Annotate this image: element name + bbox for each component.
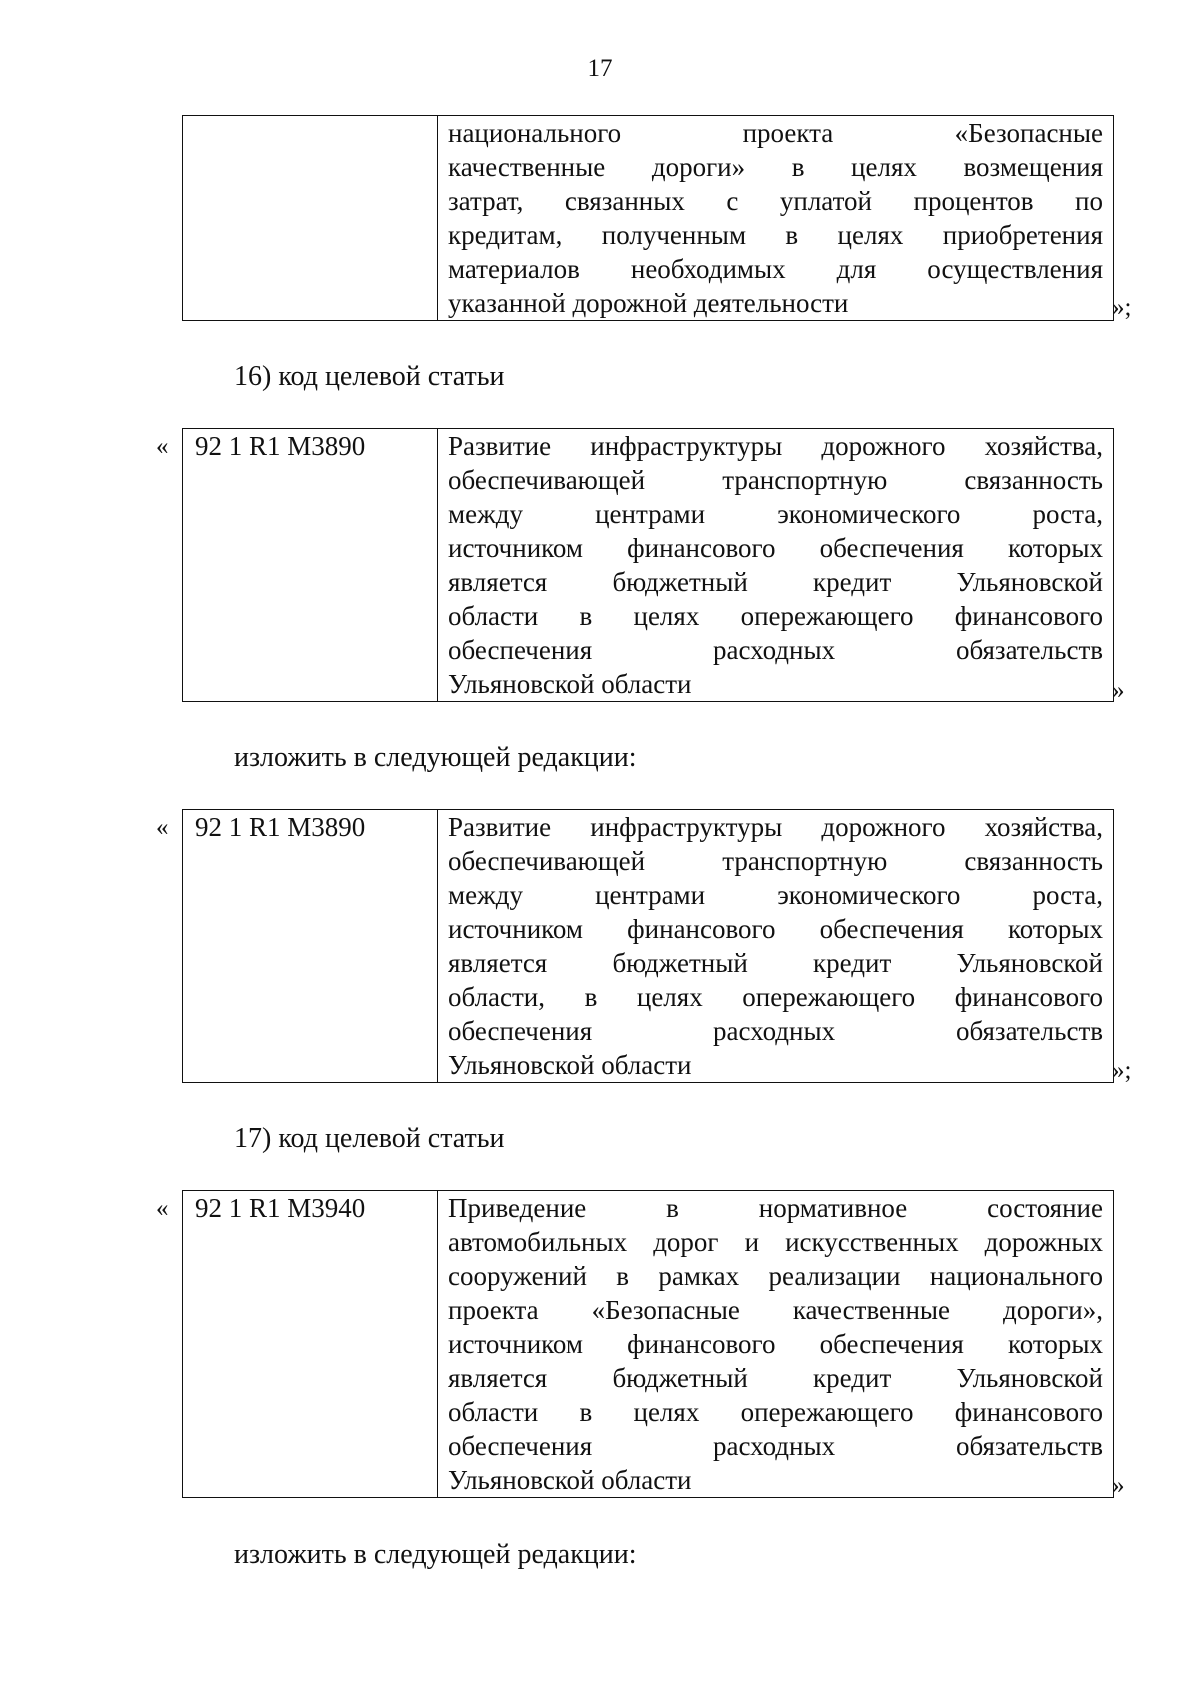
table-row	[183, 810, 1114, 1083]
description-cell	[438, 1191, 1114, 1498]
opening-quote-mark: «	[156, 1195, 169, 1222]
table-row	[183, 116, 1114, 321]
closing-quote-mark: »;	[1112, 294, 1132, 321]
code-cell	[183, 116, 438, 321]
description-line: источником финансового обеспечения которых	[448, 1329, 1103, 1359]
edit-instruction: изложить в следующей редакции:	[234, 742, 637, 773]
table-row	[183, 1191, 1114, 1498]
description-line: источником финансового обеспечения которых	[448, 914, 1103, 944]
description-line: указанной дорожной деятельности	[448, 288, 849, 318]
description-cell	[438, 429, 1114, 702]
description-line: области в целях опережающего финансового	[448, 1397, 1103, 1427]
description-line: обеспечения расходных обязательств	[448, 635, 1103, 665]
description-line: между центрами экономического роста,	[448, 499, 1103, 529]
description-line: области в целях опережающего финансового	[448, 601, 1103, 631]
description-line: Ульяновской области	[448, 669, 692, 699]
closing-quote-mark: »	[1112, 677, 1125, 704]
item-17-label: 17) код целевой статьи	[234, 1123, 505, 1154]
description-line: Ульяновской области	[448, 1465, 692, 1495]
description-line: автомобильных дорог и искусственных дорожных	[448, 1227, 1103, 1257]
code-cell: 92 1 R1 M3890	[183, 429, 438, 702]
description-line: области, в целях опережающего финансового	[448, 982, 1103, 1012]
description-line: Развитие инфраструктуры дорожного хозяйства,	[448, 431, 1103, 461]
description-line: проекта «Безопасные качественные дороги»,	[448, 1295, 1103, 1325]
target-article-table-continuation	[182, 115, 1114, 321]
description-line: обеспечивающей транспортную связанность	[448, 465, 1103, 495]
code-cell: 92 1 R1 M3940	[183, 1191, 438, 1498]
description-line: является бюджетный кредит Ульяновской	[448, 567, 1103, 597]
closing-quote-mark: »;	[1112, 1057, 1132, 1084]
description-line: затрат, связанных с уплатой процентов по	[448, 186, 1103, 216]
description-line: источником финансового обеспечения которых	[448, 533, 1103, 563]
item-16-label: 16) код целевой статьи	[234, 361, 505, 392]
description-line: обеспечения расходных обязательств	[448, 1431, 1103, 1461]
description-line: Приведение в нормативное состояние	[448, 1193, 1103, 1223]
description-cell	[438, 810, 1114, 1083]
description-line: Ульяновской области	[448, 1050, 692, 1080]
description-line: материалов необходимых для осуществления	[448, 254, 1103, 284]
description-cell	[438, 116, 1114, 321]
description-line: является бюджетный кредит Ульяновской	[448, 1363, 1103, 1393]
opening-quote-mark: «	[156, 433, 169, 460]
edit-instruction: изложить в следующей редакции:	[234, 1539, 637, 1570]
description-line: качественные дороги» в целях возмещения	[448, 152, 1103, 182]
description-line: Развитие инфраструктуры дорожного хозяйства,	[448, 812, 1103, 842]
description-line: национального проекта «Безопасные	[448, 118, 1103, 148]
description-line: обеспечения расходных обязательств	[448, 1016, 1103, 1046]
closing-quote-mark: »	[1112, 1472, 1125, 1499]
target-article-table-old	[182, 428, 1114, 702]
page-number: 17	[587, 55, 613, 82]
code-cell: 92 1 R1 M3890	[183, 810, 438, 1083]
description-line: между центрами экономического роста,	[448, 880, 1103, 910]
description-line: кредитам, полученным в целях приобретения	[448, 220, 1103, 250]
description-line: является бюджетный кредит Ульяновской	[448, 948, 1103, 978]
description-line: сооружений в рамках реализации национального	[448, 1261, 1103, 1291]
target-article-table-new	[182, 809, 1114, 1083]
target-article-table-old	[182, 1190, 1114, 1498]
opening-quote-mark: «	[156, 814, 169, 841]
description-line: обеспечивающей транспортную связанность	[448, 846, 1103, 876]
table-row	[183, 429, 1114, 702]
